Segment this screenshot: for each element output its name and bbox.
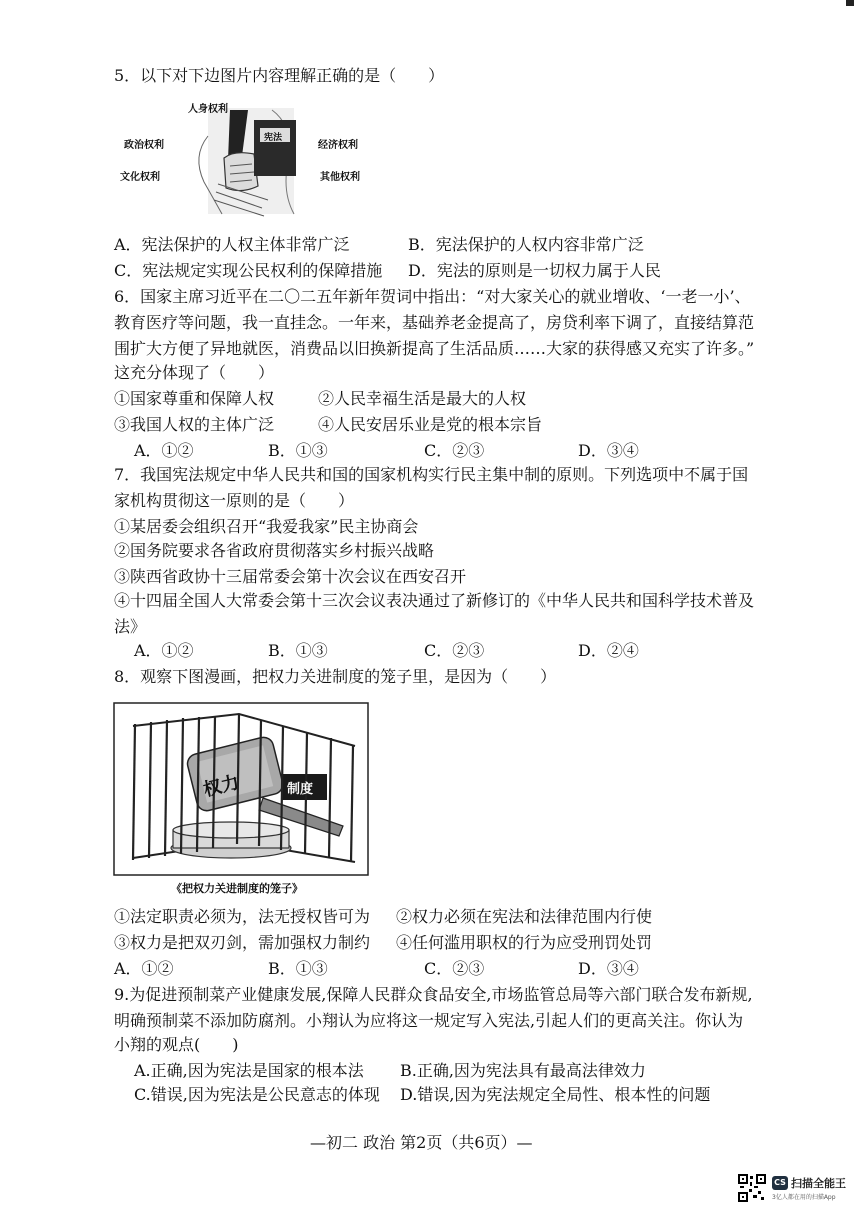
q7-stem-line-1: 7．我国宪法规定中华人民共和国的国家机构实行民主集中制的原则。下列选项中不属于国	[114, 465, 749, 484]
q7-choice-c: C．②③	[424, 641, 485, 660]
rights-hand-illustration	[112, 96, 372, 224]
q5-option-a: A．宪法保护的人权主体非常广泛	[114, 235, 350, 254]
q8-choice-a: A．①②	[114, 959, 174, 978]
scanner-watermark	[738, 1172, 848, 1206]
cartoon-caption: 《把权力关进制度的笼子》	[171, 882, 303, 895]
q9-option-c: C.错误,因为宪法是公民意志的体现	[134, 1085, 380, 1104]
cartoon-sign-text: 制度	[287, 782, 314, 797]
q6-stem-line-3: 围扩大方便了异地就医，消费品以旧换新提高了生活品质……大家的获得感又充实了许多。”	[114, 339, 755, 358]
q7-choice-b: B．①③	[268, 641, 328, 660]
q8-item-4: ④任何滥用职权的行为应受刑罚处罚	[396, 933, 653, 952]
q9-stem-line-2: 明确预制菜不添加防腐剂。小翔认为应将这一规定写入宪法,引起人们的更高关注。你认为	[114, 1011, 744, 1030]
q7-item-1: ①某居委会组织召开“我爱我家”民主协商会	[114, 517, 419, 536]
scanner-brand-name: 扫描全能王	[791, 1177, 846, 1190]
q8-item-2: ②权力必须在宪法和法律范围内行使	[396, 907, 653, 926]
qr-code-icon	[738, 1174, 766, 1202]
q9-option-b: B.正确,因为宪法具有最高法律效力	[400, 1061, 646, 1080]
scanner-logo-icon: CS	[772, 1176, 788, 1190]
q8-stem: 8．观察下图漫画，把权力关进制度的笼子里，是因为（ ）	[114, 667, 557, 686]
q9-option-d: D.错误,因为宪法规定全局性、根本性的问题	[400, 1085, 711, 1104]
page-footer: —初二 政治 第2页（共6页）—	[310, 1133, 533, 1152]
q5-option-d: D．宪法的原则是一切权力属于人民	[408, 261, 661, 280]
q6-stem-line-4: 这充分体现了（ ）	[114, 363, 275, 382]
q5-figure	[112, 96, 372, 224]
q9-option-a: A.正确,因为宪法是国家的根本法	[134, 1061, 364, 1080]
q7-item-4-cont: 法》	[114, 617, 147, 636]
figure-label-other-rights: 其他权利	[320, 172, 360, 183]
q8-cartoon	[113, 702, 369, 898]
scan-corner-mark	[846, 0, 854, 6]
q6-choice-b: B．①③	[268, 441, 328, 460]
q6-item-4: ④人民安居乐业是党的根本宗旨	[318, 415, 543, 434]
q7-item-4: ④十四届全国人大常委会第十三次会议表决通过了新修订的《中华人民共和国科学技术普及	[114, 591, 755, 610]
q5-option-c: C．宪法规定实现公民权利的保障措施	[114, 261, 383, 280]
q8-item-1: ①法定职责必须为，法无授权皆可为	[114, 907, 371, 926]
q6-choice-c: C．②③	[424, 441, 485, 460]
q6-item-2: ②人民幸福生活是最大的人权	[318, 389, 527, 408]
figure-label-cultural-rights: 文化权利	[120, 172, 160, 183]
figure-label-political-rights: 政治权利	[124, 140, 164, 151]
q7-choice-d: D．②④	[578, 641, 639, 660]
scanner-tagline: 3亿人都在用的扫描App	[772, 1194, 836, 1201]
q6-stem-line-1: 6．国家主席习近平在二〇二五年新年贺词中指出：“对大家关心的就业增收、‘一老一小’、	[114, 287, 751, 306]
q8-choice-d: D．③④	[578, 959, 639, 978]
q5-option-b: B．宪法保护的人权内容非常广泛	[408, 235, 644, 254]
q7-item-3: ③陕西省政协十三届常委会第十次会议在西安召开	[114, 567, 467, 586]
q7-item-2: ②国务院要求各省政府贯彻落实乡村振兴战略	[114, 541, 435, 560]
q8-item-3: ③权力是把双刃剑，需加强权力制约	[114, 933, 371, 952]
q6-item-1: ①国家尊重和保障人权	[114, 389, 275, 408]
figure-label-economic-rights: 经济权利	[318, 140, 358, 151]
q6-choice-a: A．①②	[134, 441, 194, 460]
q8-choice-c: C．②③	[424, 959, 485, 978]
q9-stem-line-1: 9.为促进预制菜产业健康发展,保障人民群众食品安全,市场监管总局等六部门联合发布新规,	[114, 985, 753, 1004]
q5-stem: 5．以下对下边图片内容理解正确的是（ ）	[114, 66, 445, 85]
q7-stem-line-2: 家机构贯彻这一原则的是（ ）	[114, 491, 355, 510]
figure-label-personal-rights: 人身权利	[188, 104, 228, 115]
q7-choice-a: A．①②	[134, 641, 194, 660]
q6-item-3: ③我国人权的主体广泛	[114, 415, 275, 434]
q9-stem-line-3: 小翔的观点( )	[114, 1035, 239, 1054]
q6-stem-line-2: 教育医疗等问题，我一直挂念。一年来，基础养老金提高了，房贷利率下调了，直接结算范	[114, 313, 755, 332]
q8-choice-b: B．①③	[268, 959, 328, 978]
cartoon-hammer-text: 权力	[201, 771, 242, 801]
q6-choice-d: D．③④	[578, 441, 639, 460]
figure-book-label: 宪法	[264, 133, 283, 143]
